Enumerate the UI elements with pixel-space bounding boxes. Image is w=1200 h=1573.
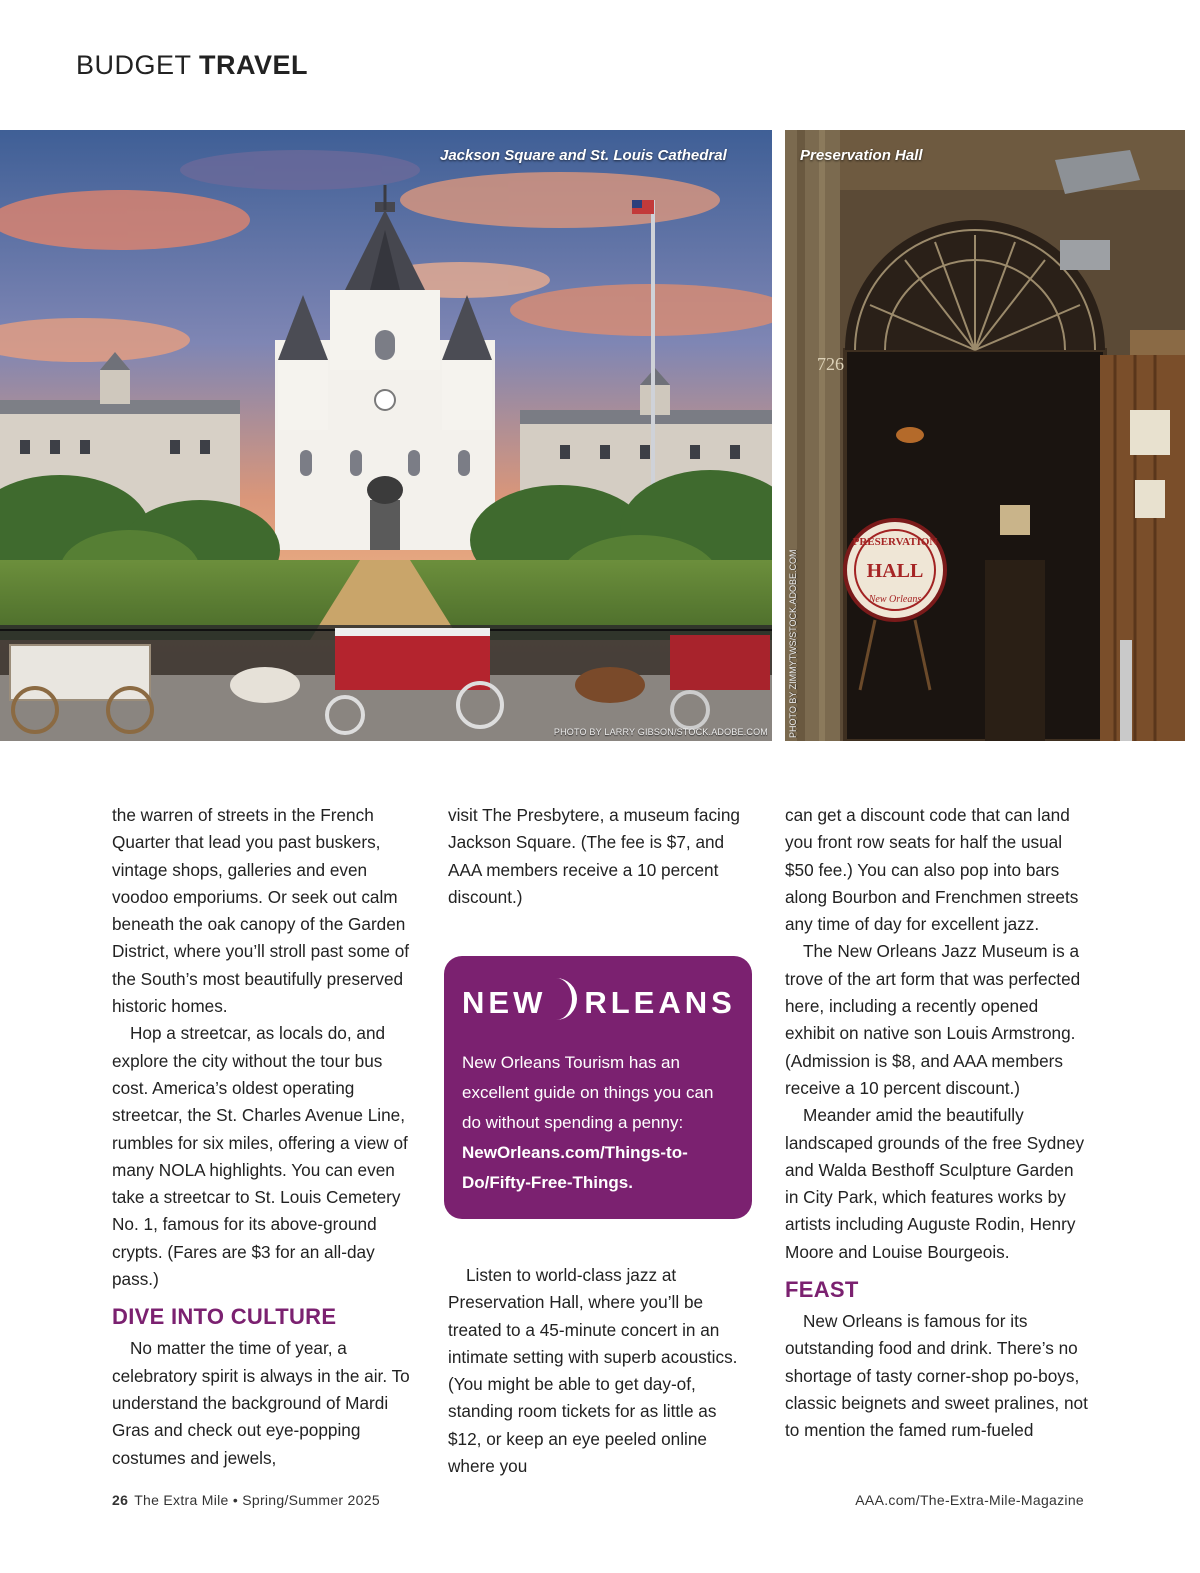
section-header xyxy=(76,50,308,81)
preservation-hall-illustration xyxy=(785,130,1185,741)
publication-name: The Extra Mile • Spring/Summer 2025 xyxy=(134,1492,380,1508)
new-orleans-logo xyxy=(462,978,734,1028)
jackson-square-photo xyxy=(0,130,772,741)
preservation-hall-caption: Preservation Hall xyxy=(800,147,923,164)
col2-paragraph-2: Listen to world-class jazz at Preservation Hall, where you’ll be treated to a 45-minute concert in an intimate setting with superb acoustics. (You might be able to get day-of, standing room tickets for as little as $12, or keep an eye peeled online where you xyxy=(448,1265,738,1477)
promo-text: New Orleans Tourism has an excellent guide on things you can do without spending a penny: xyxy=(462,1053,714,1132)
heading-dive-into-culture: DIVE INTO CULTURE xyxy=(112,1304,337,1330)
drum-sign-top: PRESERVATION xyxy=(852,536,938,548)
door-number: 726 xyxy=(817,354,844,374)
jackson-square-illustration xyxy=(0,130,772,741)
section-header-bold: TRAVEL xyxy=(199,50,309,80)
col1-paragraph-3: No matter the time of year, a celebratory spirit is always in the air. To understand the background of Mardi Gras and check out eye-popping costumes and jewels, xyxy=(112,1338,410,1468)
logo-text-left: NEW xyxy=(462,985,547,1020)
col3-paragraph-1: can get a discount code that can land you front row seats for half the usual $50 fee.) You can also pop into bars along Bourbon and Frenchmen streets any time of day for excellent jazz. xyxy=(785,805,1079,935)
col2-paragraph-1: visit The Presbytere, a museum facing Jackson Square. (The fee is $7, and AAA members receive a 10 percent discount.) xyxy=(448,805,740,907)
article-column-3 xyxy=(785,802,1090,1445)
logo-text-right: RLEANS xyxy=(584,985,736,1020)
promo-link[interactable]: NewOrleans.com/Things-to-Do/Fifty-Free-Things. xyxy=(462,1143,688,1192)
jackson-square-credit: PHOTO BY LARRY GIBSON/STOCK.ADOBE.COM xyxy=(553,727,768,737)
col3-paragraph-2: The New Orleans Jazz Museum is a trove of the art form that was perfected here, including a recently opened exhibit on native son Louis Armstrong. (Admission is $8, and AAA members receive a 10 percent discount.) xyxy=(785,941,1081,1098)
col3-paragraph-4: New Orleans is famous for its outstanding food and drink. There’s no shortage of tasty corner-shop po-boys, classic beignets and sweet pralines, not to mention the famed rum-fueled xyxy=(785,1311,1088,1441)
jackson-square-caption: Jackson Square and St. Louis Cathedral xyxy=(440,147,727,164)
col3-paragraph-3: Meander amid the beautifully landscaped grounds of the free Sydney and Walda Besthoff Sculpture Garden in City Park, which features works by artists including Auguste Rodin, Henry Moore and Louise Bourgeois. xyxy=(785,1105,1085,1262)
page-number: 26 xyxy=(112,1492,129,1508)
footer-url[interactable]: AAA.com/The-Extra-Mile-Magazine xyxy=(855,1492,1084,1508)
drum-sign-mid: HALL xyxy=(866,560,924,582)
heading-feast: FEAST xyxy=(785,1277,859,1303)
preservation-hall-credit: PHOTO BY ZIMMYTWS/STOCK.ADOBE.COM xyxy=(788,549,798,738)
drum-sign-bottom: New Orleans xyxy=(868,594,922,605)
section-header-light: BUDGET xyxy=(76,50,192,80)
article-column-2-lower xyxy=(448,1262,753,1480)
crescent-moon-icon xyxy=(550,976,580,1030)
preservation-hall-photo xyxy=(785,130,1185,741)
footer-left xyxy=(112,1492,380,1508)
col1-paragraph-1: the warren of streets in the French Quarter that lead you past buskers, vintage shops, galleries and even voodoo emporiums. Or seek out calm beneath the oak canopy of the Garden District, where you’ll stroll past some of the South’s most beautifully preserved historic homes. xyxy=(112,805,410,1017)
col1-paragraph-2: Hop a streetcar, as locals do, and explore the city without the tour bus cost. America’s oldest operating streetcar, the St. Charles Avenue Line, rumbles for six miles, offering a view of many NOLA highlights. You can even take a streetcar to St. Louis Cemetery No. 1, famous for its above-ground crypts. (Fares are $3 for an all-day pass.) xyxy=(112,1023,408,1290)
article-column-2 xyxy=(448,802,753,911)
new-orleans-tourism-box xyxy=(444,956,752,1219)
article-column-1 xyxy=(112,802,417,1472)
